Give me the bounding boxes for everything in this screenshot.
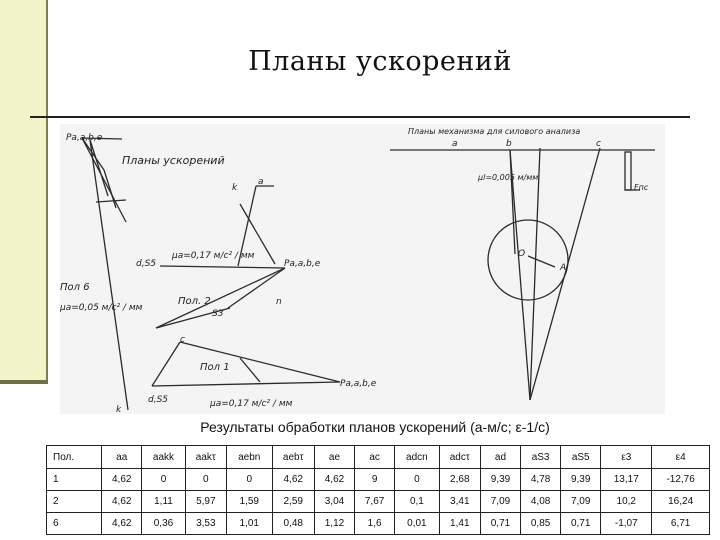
table-cell: 6 — [47, 513, 102, 535]
table-cell: 9 — [355, 469, 395, 491]
table-cell: 9,39 — [561, 469, 601, 491]
point-k-label: k — [232, 183, 238, 193]
header-cell: adcn — [395, 446, 439, 469]
header-cell: aakk — [142, 446, 185, 469]
table-header-row — [47, 446, 710, 469]
table-cell: 3,41 — [439, 491, 480, 513]
table-cell: 0,1 — [395, 491, 439, 513]
scale-c-label: μa=0,05 м/с² / мм — [60, 303, 143, 313]
figure-drawing — [60, 124, 665, 414]
pole-low-label: Pa,a,b,e — [340, 379, 377, 389]
table-cell: 4,08 — [521, 491, 561, 513]
point-a-label: a — [258, 177, 264, 187]
header-cell: aa — [102, 446, 142, 469]
table-cell: 0 — [226, 469, 272, 491]
link-center-line — [530, 148, 540, 400]
acceleration-plans-figure — [60, 124, 665, 414]
table-cell: 4,62 — [102, 513, 142, 535]
header-cell: aebτ — [272, 446, 314, 469]
header-cell: Пол. — [47, 446, 102, 469]
header-cell: ad — [480, 446, 520, 469]
long-left-line — [90, 140, 128, 410]
header-cell: aS5 — [561, 446, 601, 469]
left-heading-text: Планы ускорений — [122, 154, 225, 167]
table-cell: 1,01 — [226, 513, 272, 535]
mid-horizontal-line — [160, 266, 285, 268]
table-cell: 7,09 — [561, 491, 601, 513]
header-cell: aebn — [226, 446, 272, 469]
pole-mid-label: Pa,a,b,e — [284, 259, 321, 269]
table-cell: 0 — [185, 469, 226, 491]
right-plan-lines — [390, 148, 655, 400]
table-cell: 1,12 — [314, 513, 354, 535]
pol1-label: Пол 1 — [200, 362, 230, 373]
slider-block — [625, 152, 631, 190]
table-cell: 0,01 — [395, 513, 439, 535]
table-cell: 0,36 — [142, 513, 185, 535]
table-cell: 5,97 — [185, 491, 226, 513]
table-cell: 2,68 — [439, 469, 480, 491]
table-cell: 2,59 — [272, 491, 314, 513]
table-cell: 0 — [142, 469, 185, 491]
title-underline — [30, 116, 690, 118]
table-cell: 7,67 — [355, 491, 395, 513]
table-cell: 4,62 — [272, 469, 314, 491]
right-heading-text: Планы механизма для силового анализа — [408, 127, 581, 136]
table-cell: 4,62 — [314, 469, 354, 491]
scale-a-label: μa=0,17 м/с² / мм — [172, 251, 255, 261]
scale-b-label: μa=0,17 м/с² / мм — [210, 399, 293, 409]
d-line — [96, 200, 126, 202]
pol6-label: Пол 6 — [60, 282, 90, 293]
table-cell: 4,78 — [521, 469, 561, 491]
table-cell: 6,71 — [652, 513, 710, 535]
pole-to-n-line — [82, 138, 126, 222]
right-point-o-label: O — [518, 249, 526, 259]
table-cell: 4,62 — [102, 491, 142, 513]
pol2-label: Пол. 2 — [178, 296, 211, 307]
header-cell: aakτ — [185, 446, 226, 469]
table-cell: 9,39 — [480, 469, 520, 491]
header-cell: adcτ — [439, 446, 480, 469]
ac-line — [90, 140, 108, 196]
table-cell: -1,07 — [601, 513, 652, 535]
right-point-b-label: b — [506, 139, 512, 149]
table-cell: 1,41 — [439, 513, 480, 535]
right-point-a2-label: A — [560, 263, 567, 273]
link-left-line — [510, 150, 530, 400]
table-row — [47, 469, 710, 491]
table-cell: 0,71 — [561, 513, 601, 535]
table-row — [47, 491, 710, 513]
header-cell: ae — [314, 446, 354, 469]
table-cell: 7,09 — [480, 491, 520, 513]
table-cell: 16,24 — [652, 491, 710, 513]
table-cell: 0,48 — [272, 513, 314, 535]
crank-circle — [488, 220, 568, 300]
right-force-label: Fпс — [634, 183, 649, 192]
low-left-line — [152, 342, 180, 386]
right-point-a-label: a — [452, 139, 458, 149]
table-cell: 1 — [47, 469, 102, 491]
header-cell: ac — [355, 446, 395, 469]
header-cell: ε4 — [652, 446, 710, 469]
results-table — [46, 445, 710, 535]
table-cell: 4,62 — [102, 469, 142, 491]
mid-lower-line — [156, 268, 285, 328]
right-point-c-label: c — [596, 139, 601, 149]
header-cell: aS3 — [521, 446, 561, 469]
right-scale-label: μl=0,005 м/мм — [478, 173, 539, 182]
table-cell: 0 — [395, 469, 439, 491]
table-cell: 10,2 — [601, 491, 652, 513]
point-k2-label: k — [116, 405, 122, 414]
low-horizontal-line — [152, 382, 340, 386]
table-row — [47, 513, 710, 535]
point-c-label: c — [180, 335, 185, 345]
table-cell: 2 — [47, 491, 102, 513]
point-s5b-label: d,S5 — [148, 395, 169, 405]
table-cell: 1,6 — [355, 513, 395, 535]
point-d-label: d,S5 — [136, 259, 157, 269]
crank-line — [528, 256, 555, 267]
slide-sidebar-foot — [0, 380, 48, 384]
slide-title: Планы ускорений — [248, 46, 512, 77]
table-cell: 3,53 — [185, 513, 226, 535]
header-cell: ε3 — [601, 446, 652, 469]
point-n-label: n — [276, 297, 282, 307]
point-s3-label: S3 — [212, 309, 224, 319]
table-cell: 13,17 — [601, 469, 652, 491]
table-cell: 0,85 — [521, 513, 561, 535]
pole-top-label: Pa,a,b,e — [66, 133, 103, 143]
table-cell: -12,76 — [652, 469, 710, 491]
table-cell: 1,59 — [226, 491, 272, 513]
table-cell: 1,11 — [142, 491, 185, 513]
table-caption: Результаты обработки планов ускорений (a-м/с; ε-1/с) — [200, 419, 550, 435]
table-cell: 3,04 — [314, 491, 354, 513]
table-cell: 0,71 — [480, 513, 520, 535]
